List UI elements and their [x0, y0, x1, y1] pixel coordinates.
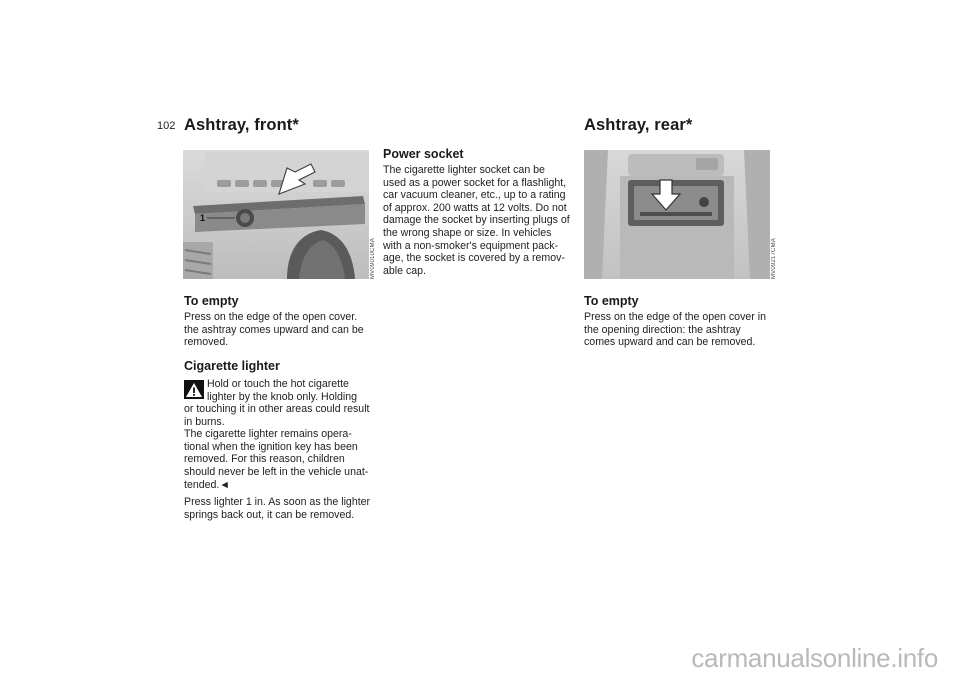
press-lighter-text: Press lighter 1 in. As soon as the lighter springs back out, it can be removed.: [184, 496, 371, 521]
site-watermark[interactable]: carmanualsonline.info: [691, 643, 938, 673]
to-empty-heading-rear: To empty: [584, 294, 639, 308]
to-empty-text-rear: Press on the edge of the open cover in the opening direction: the ashtray comes upward and can be removed.: [584, 311, 766, 349]
front-ashtray-photo: [183, 150, 369, 279]
warning-text: or touching it in other areas could result in burns. The cigarette lighter remains opera- tional when the ignition key has been removed. For this reason, children should never be left in the vehicle unat- tended.◄: [184, 403, 370, 491]
to-empty-heading-front: To empty: [184, 294, 239, 308]
section-title-rear: Ashtray, rear*: [584, 116, 693, 134]
warning-triangle-icon: [184, 380, 204, 399]
power-socket-text: The cigarette lighter socket can be used as a power socket for a flashlight, car vacuum cleaner, etc., up to a rating of approx. 200 watts at 12 volts. Do not damage the socket by inserting plugs of the wrong shape or size. In vehicles with a non-smoker's equipment pack- age, the socket is covered by a remov- able cap.: [383, 164, 570, 277]
photo-code-front: MV09010CMA: [370, 238, 376, 280]
page-number: 102: [157, 120, 176, 132]
section-title-front: Ashtray, front*: [184, 116, 299, 134]
cigarette-lighter-heading: Cigarette lighter: [184, 359, 280, 373]
warning-text-indented: Hold or touch the hot cigarette lighter by the knob only. Holding: [207, 378, 357, 403]
callout-number: 1: [200, 213, 206, 223]
photo-code-rear: MV09217CMA: [771, 238, 777, 280]
front-ashtray-illustration: [183, 150, 369, 279]
power-socket-heading: Power socket: [383, 147, 464, 161]
rear-ashtray-photo: [584, 150, 770, 279]
to-empty-text-front: Press on the edge of the open cover. the ashtray comes upward and can be removed.: [184, 311, 364, 349]
rear-ashtray-illustration: [584, 150, 770, 279]
